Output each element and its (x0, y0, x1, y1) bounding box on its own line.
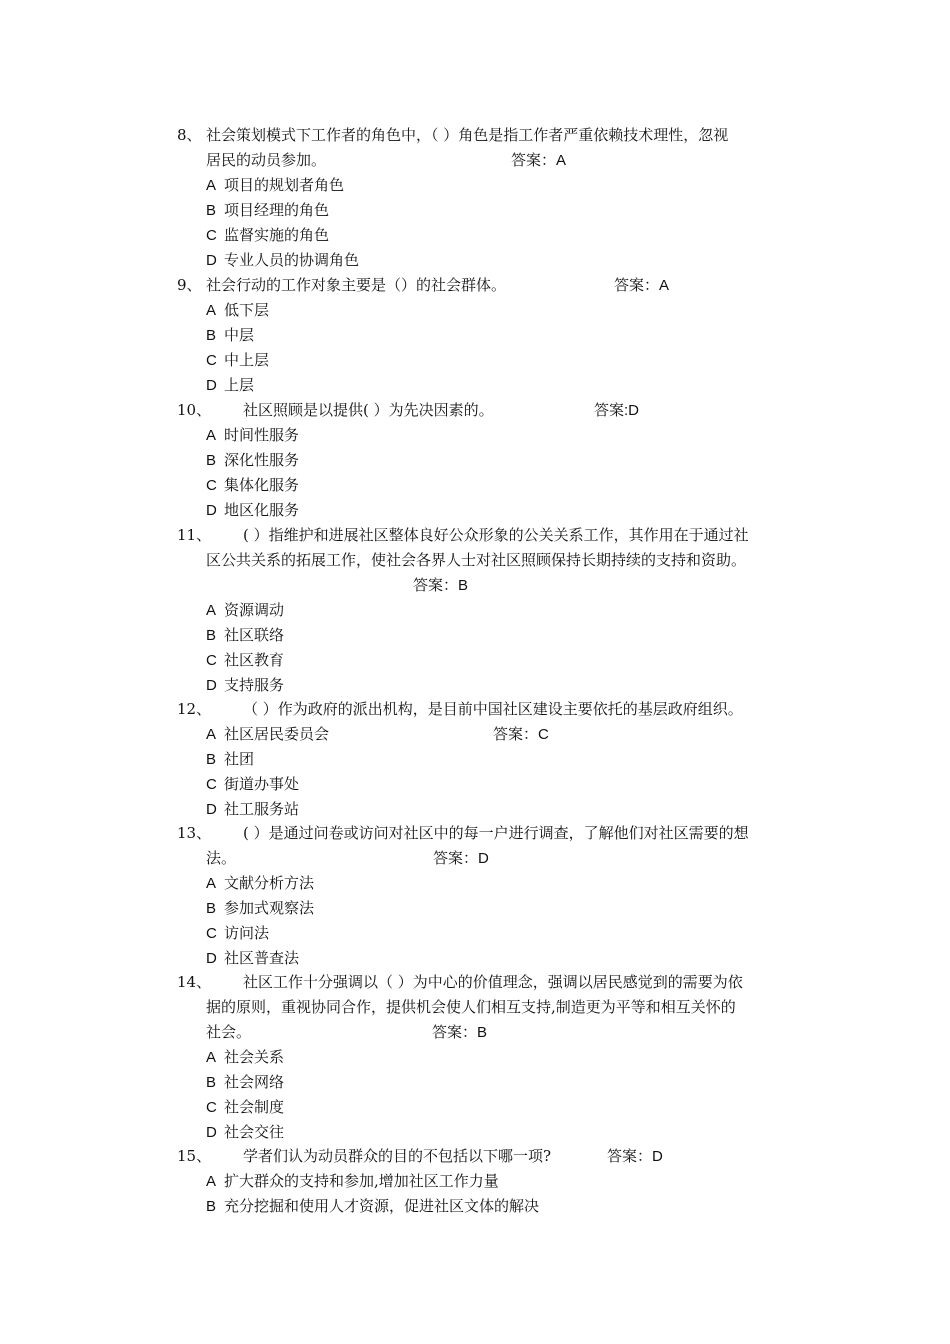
question-stem-line: 社会。 (206, 1023, 252, 1041)
option-a: A 资源调动 (206, 601, 285, 619)
question-number: 12、 (177, 700, 212, 718)
question-number: 9、 (177, 276, 202, 294)
question-stem-line: 社区照顾是以提供( ）为先决因素的。 (243, 401, 494, 419)
option-a: A 扩大群众的支持和参加,增加社区工作力量 (206, 1172, 499, 1190)
option-c: C 社会制度 (206, 1098, 285, 1116)
question-stem-line: 社会行动的工作对象主要是（）的社会群体。 (206, 276, 507, 294)
answer-label: 答案：C (493, 726, 549, 743)
option-a: A 时间性服务 (206, 426, 300, 444)
question-number: 11、 (177, 526, 212, 544)
option-c: C 街道办事处 (206, 775, 300, 793)
option-d: D 支持服务 (206, 676, 285, 694)
option-d: D 上层 (206, 376, 255, 394)
option-b: B 深化性服务 (206, 451, 300, 469)
question-stem-line: 居民的动员参加。 (206, 151, 327, 169)
question-stem-line: ( ）是通过问卷或访问对社区中的每一户进行调查，了解他们对社区需要的想 (243, 824, 749, 842)
option-c: C 中上层 (206, 351, 270, 369)
option-c: C 集体化服务 (206, 476, 300, 494)
question-stem-line: （ ）作为政府的派出机构，是目前中国社区建设主要依托的基层政府组织。 (243, 700, 743, 718)
option-d: D 社工服务站 (206, 800, 300, 818)
answer-label: 答案：D (607, 1148, 663, 1165)
question-stem-line: 据的原则，重视协同合作，提供机会使人们相互支持,制造更为平等和相互关怀的 (206, 998, 736, 1016)
question-stem-line: 法。 (206, 849, 237, 867)
option-b: B 社会网络 (206, 1073, 285, 1091)
option-d: D 专业人员的协调角色 (206, 251, 360, 269)
question-stem-line: 区公共关系的拓展工作，使社会各界人士对社区照顾保持长期持续的支持和资助。 (206, 551, 747, 569)
option-b: B 充分挖掘和使用人才资源，促进社区文体的解决 (206, 1197, 540, 1215)
answer-label: 答案：A (511, 152, 567, 169)
question-number: 10、 (177, 401, 212, 419)
question-stem-line: 学者们认为动员群众的目的不包括以下哪一项? (243, 1147, 552, 1165)
option-b: B 社团 (206, 750, 255, 768)
question-stem-line: ( ）指维护和进展社区整体良好公众形象的公关关系工作，其作用在于通过社 (243, 526, 749, 544)
answer-label: 答案：D (433, 850, 489, 867)
answer-label: 答案:D (594, 402, 640, 419)
option-d: D 社会交往 (206, 1123, 285, 1141)
option-a: A 低下层 (206, 301, 270, 319)
question-number: 13、 (177, 824, 212, 842)
question-number: 14、 (177, 973, 212, 991)
option-a: A 社会关系 (206, 1048, 285, 1066)
option-c: C 访问法 (206, 924, 270, 942)
option-d: D 社区普查法 (206, 949, 300, 967)
answer-label: 答案：B (432, 1024, 488, 1041)
option-b: B 社区联络 (206, 626, 285, 644)
option-d: D 地区化服务 (206, 501, 300, 519)
option-b: B 参加式观察法 (206, 899, 315, 917)
question-stem-line: 社会策划模式下工作者的角色中，（ ）角色是指工作者严重依赖技术理性，忽视 (206, 126, 729, 144)
question-stem-line: 社区工作十分强调以（ ）为中心的价值理念，强调以居民感觉到的需要为依 (243, 973, 743, 991)
question-number: 8、 (177, 126, 202, 144)
option-b: B 中层 (206, 326, 255, 344)
option-a: A 社区居民委员会 (206, 725, 330, 743)
question-number: 15、 (177, 1147, 212, 1165)
option-a: A 项目的规划者角色 (206, 176, 345, 194)
answer-label: 答案：B (413, 577, 469, 594)
option-a: A 文献分析方法 (206, 874, 315, 892)
option-b: B 项目经理的角色 (206, 201, 330, 219)
option-c: C 社区教育 (206, 651, 285, 669)
option-c: C 监督实施的角色 (206, 226, 330, 244)
answer-label: 答案：A (614, 277, 670, 294)
